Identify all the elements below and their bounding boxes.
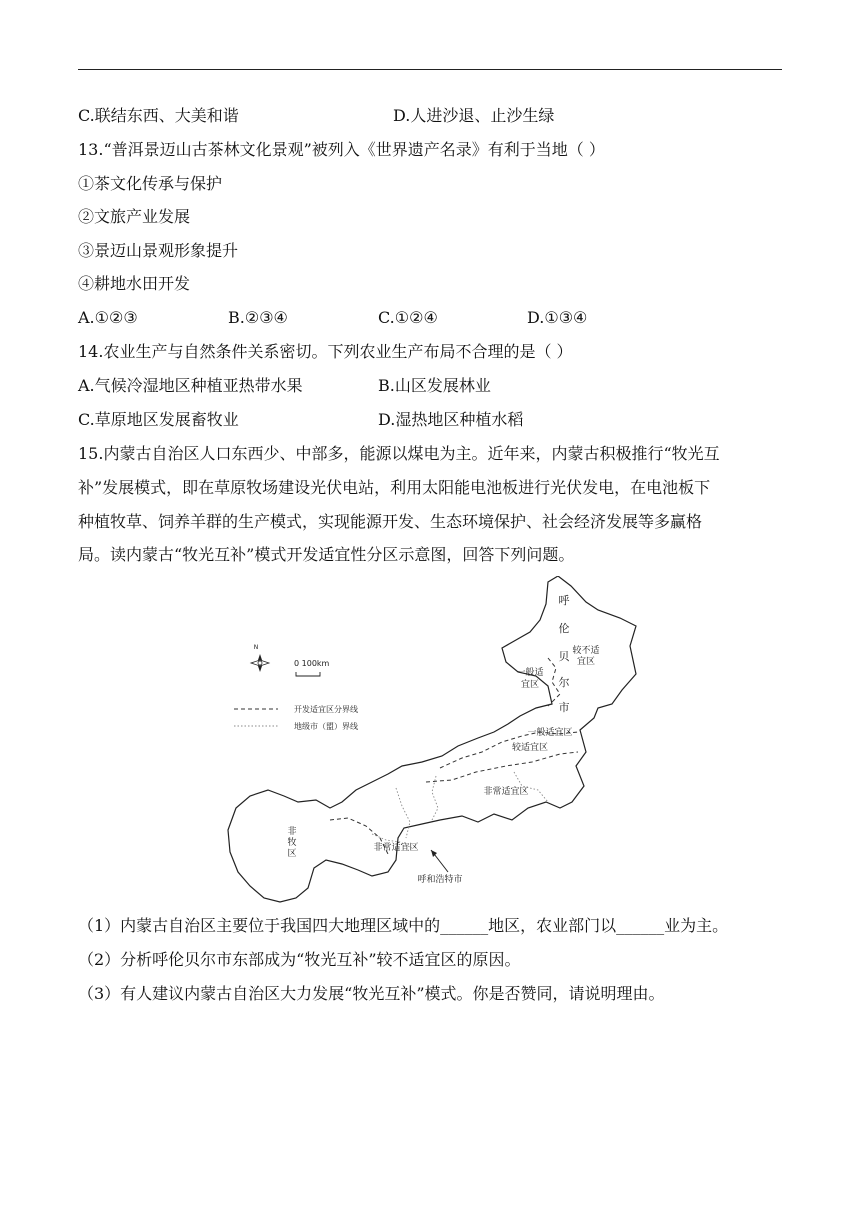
- q14-option-d: D.湿热地区种植水稻: [378, 410, 524, 429]
- zone-very-suitable-west: 非常适宜区: [373, 843, 419, 853]
- zone-very-suitable-east: 非常适宜区: [483, 787, 529, 797]
- q15-stem-line-3: 种植牧草、饲养羊群的生产模式，实现能源开发、生态环境保护、社会经济发展等多赢格: [78, 512, 703, 531]
- q14-stem: 14.农业生产与自然条件关系密切。下列农业生产布局不合理的是（ ）: [78, 342, 573, 361]
- option-d: D.人进沙退、止沙生绿: [393, 106, 555, 125]
- zone-general-north-1: 一般适: [516, 668, 544, 678]
- q13-option-a: A.①②③: [78, 308, 138, 327]
- hohhot-label: 呼和浩特市: [417, 875, 463, 885]
- q13-item-2: ②文旅产业发展: [78, 207, 191, 226]
- zone-less-suitable-1: 较不适: [572, 646, 600, 656]
- q13-item-1: ①茶文化传承与保护: [78, 174, 223, 193]
- q14-option-a: A.气候冷湿地区种植亚热带水果: [78, 376, 303, 395]
- zone-non-pastoral-2: 牧: [287, 838, 297, 848]
- city-char-5: 市: [558, 701, 570, 714]
- city-char-2: 伦: [558, 622, 570, 635]
- inner-mongolia-zoning-map: [226, 576, 658, 904]
- q13-item-3: ③景迈山景观形象提升: [78, 241, 239, 260]
- zone-less-suitable-2: 宜区: [576, 657, 596, 667]
- q13-option-d: D.①③④: [527, 308, 588, 327]
- compass-icon: [251, 644, 269, 672]
- city-char-3: 贝: [558, 650, 570, 663]
- option-c: C.联结东西、大美和谐: [78, 106, 239, 125]
- q15-sub-3: （3）有人建议内蒙古自治区大力发展“牧光互补”模式。你是否赞同，请说明理由。: [78, 984, 665, 1003]
- q15-sub-1: （1）内蒙古自治区主要位于我国四大地理区域中的______地区，农业部门以______业为主。: [78, 916, 729, 935]
- q13-option-c: C.①②④: [378, 308, 438, 327]
- zone-non-pastoral-3: 区: [287, 849, 297, 859]
- zone-general-mid: 一般适宜区: [527, 728, 573, 738]
- q13-stem: 13.“普洱景迈山古茶林文化景观”被列入《世界遗产名录》有利于当地（ ）: [78, 140, 605, 159]
- city-char-1: 呼: [558, 594, 570, 607]
- q15-stem-line-2: 补”发展模式，即在草原牧场建设光伏电站，利用太阳能电池板进行光伏发电，在电池板下: [78, 478, 711, 497]
- city-char-4: 尔: [558, 676, 570, 689]
- q14-option-c: C.草原地区发展畜牧业: [78, 410, 239, 429]
- q15-stem-line-4: 局。读内蒙古“牧光互补”模式开发适宜性分区示意图，回答下列问题。: [78, 545, 575, 564]
- legend-prefecture-boundary: 地级市（盟）界线: [294, 722, 358, 731]
- zone-non-pastoral-1: 非: [287, 827, 297, 837]
- q14-option-b: B.山区发展林业: [378, 376, 491, 395]
- scale-label: 0 100km: [294, 659, 330, 668]
- q15-sub-2: （2）分析呼伦贝尔市东部成为“牧光互补”较不适宜区的原因。: [78, 950, 521, 969]
- q13-item-4: ④耕地水田开发: [78, 274, 191, 293]
- q13-option-b: B.②③④: [228, 308, 288, 327]
- q15-stem-line-1: 15.内蒙古自治区人口东西少、中部多，能源以煤电为主。近年来，内蒙古积极推行“牧光互: [78, 444, 720, 463]
- header-rule: [78, 69, 782, 70]
- zone-general-north-2: 宜区: [520, 680, 540, 690]
- scale-bar: [296, 672, 320, 676]
- zone-more-suitable: 较适宜区: [511, 743, 549, 753]
- svg-text:N: N: [253, 644, 259, 651]
- legend-zone-boundary: 开发适宜区分界线: [294, 705, 358, 714]
